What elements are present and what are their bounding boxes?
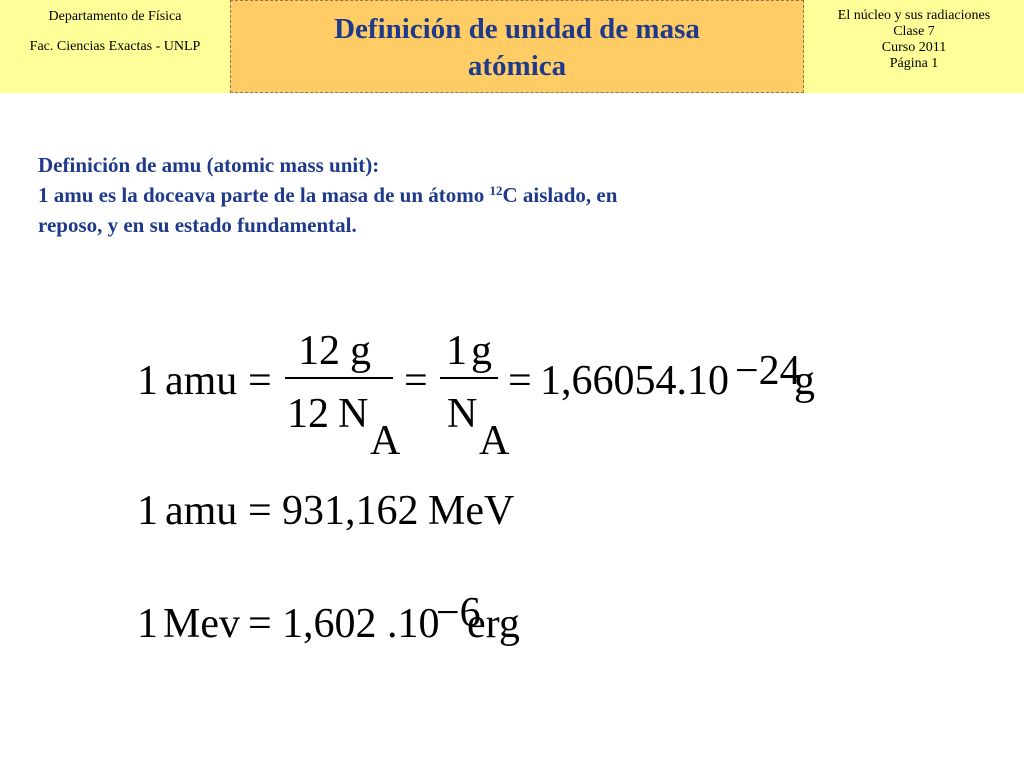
eq1-frac1-denominator: 12 [287, 391, 329, 437]
eq2-value: 931,162 [282, 488, 419, 534]
eq2-unit: MeV [428, 488, 515, 534]
eq1-equals-1: = [248, 358, 272, 404]
eq1-frac2-bar [440, 377, 498, 379]
eq3-equals: = [248, 601, 272, 647]
eq1-frac1-num-unit: g [350, 328, 371, 374]
eq1-unit: g [794, 358, 815, 404]
eq1-value: 1,66054.10 [540, 358, 729, 404]
slide-title-line1: Definición de unidad de masa [334, 13, 700, 45]
eq1-frac1-den-symbol: N [338, 391, 369, 437]
eq2-lhs-unit: amu [165, 488, 238, 534]
eq1-lhs-one: 1 [137, 358, 158, 404]
eq3-lhs-one: 1 [137, 601, 158, 647]
eq1-equals-2: = [404, 358, 428, 404]
eq3-exponent: −6 [436, 590, 481, 636]
header-department [0, 0, 230, 93]
eq3-lhs-unit: Mev [163, 601, 240, 647]
course-year: Curso 2011 [881, 40, 947, 55]
eq1-frac1-bar [285, 377, 393, 379]
eq3-value: 1,602 .10 [282, 601, 440, 647]
eq2-lhs-one: 1 [137, 488, 158, 534]
eq1-frac2-den-symbol: N [447, 391, 478, 437]
definition-line3: reposo, y en su estado fundamental. [38, 213, 357, 237]
slide-title [230, 0, 804, 93]
eq1-frac2-numerator: 1 [446, 328, 467, 374]
eq1-lhs-unit: amu [165, 358, 238, 404]
slide-title-line2: atómica [467, 50, 567, 82]
department-name: Departamento de Física [48, 9, 182, 24]
faculty-name: Fac. Ciencias Exactas - UNLP [29, 39, 201, 54]
course-name: El núcleo y sus radiaciones [837, 8, 991, 23]
eq1-equals-3: = [508, 358, 532, 404]
eq2-equals: = [248, 488, 272, 534]
isotope-mass-number: 12 [489, 183, 503, 198]
amu-definition-text [38, 150, 938, 240]
eq1-frac1-numerator: 12 [298, 328, 340, 374]
eq1-frac2-den-subscript: A [479, 418, 510, 464]
eq3-unit: erg [467, 601, 520, 647]
definition-line2: 1 amu es la doceava parte de la masa de un átomo $^{12}$C aislado, en [38, 183, 618, 207]
header-course-info [804, 0, 1024, 93]
eq1-frac2-num-unit: g [471, 328, 492, 374]
eq1-exponent: −24 [735, 348, 801, 394]
eq1-frac1-den-subscript: A [370, 418, 401, 464]
page-number: Página 1 [889, 56, 939, 71]
definition-heading: Definición de amu (atomic mass unit): [38, 153, 380, 177]
class-number: Clase 7 [893, 24, 935, 39]
